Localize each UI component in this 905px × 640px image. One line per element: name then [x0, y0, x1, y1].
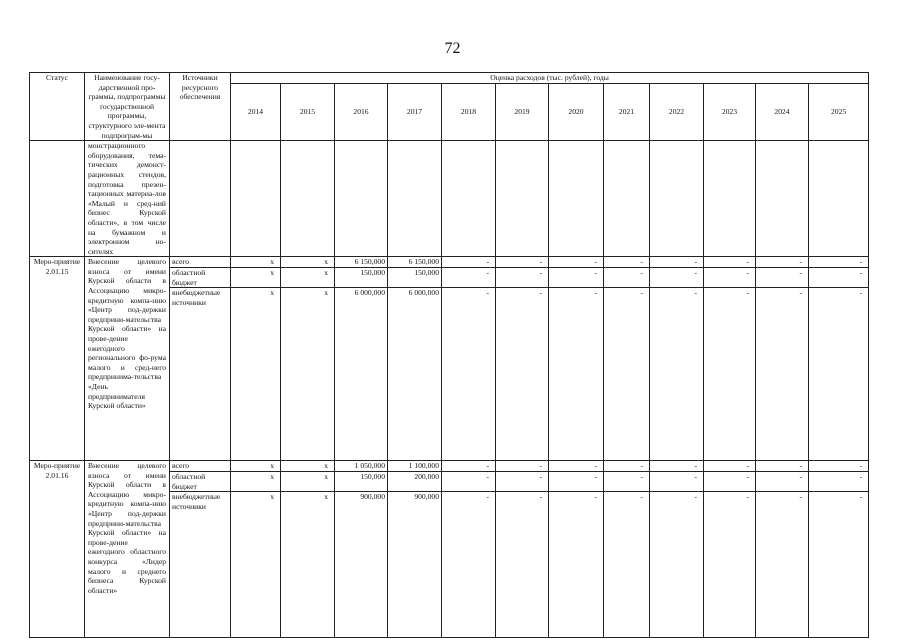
header-sources: Источники ресурсного обеспечения: [170, 73, 231, 141]
value-cell: -: [442, 268, 496, 288]
measure-name: Внесение целевого взноса от имени Курской области в Ассоциацию микро-кредитную компа-нию «Центр под-держки предприни-мательства Курской области» на прове-дение ежегодного регионального фо-рума малого и сред-него предпринима-тельства «День предпринимателя Курской области»: [85, 257, 170, 461]
value-cell: -: [704, 257, 756, 268]
value-cell: x: [281, 461, 335, 472]
value-cell: -: [809, 472, 869, 492]
value-cell: -: [549, 288, 604, 461]
value-cell: -: [442, 257, 496, 268]
source-label: областной бюджет: [170, 268, 231, 288]
value-cell: -: [650, 257, 704, 268]
value-cell: -: [756, 492, 809, 638]
value-cell: -: [549, 492, 604, 638]
value-cell: -: [809, 288, 869, 461]
value-cell: -: [650, 472, 704, 492]
source-label: областной бюджет: [170, 472, 231, 492]
measure-status: Меро-приятие 2.01.16: [30, 461, 85, 638]
value-cell: x: [281, 492, 335, 638]
value-cell: -: [704, 461, 756, 472]
value-cell: -: [442, 492, 496, 638]
year-2023: 2023: [704, 83, 756, 141]
header-name: Наименование госу-дарственной про-граммы, подпрограммы государственной программы, структурного эле-мента подпрограм-мы: [85, 73, 170, 141]
value-cell: 6 150,000: [388, 257, 442, 268]
value-cell: -: [756, 288, 809, 461]
source-label: всего: [170, 461, 231, 472]
value-cell: -: [604, 288, 650, 461]
value-cell: -: [549, 268, 604, 288]
value-cell: x: [231, 257, 281, 268]
value-cell: x: [281, 257, 335, 268]
header-costs: Оценка расходов (тыс. рублей), годы: [231, 73, 869, 84]
year-2021: 2021: [604, 83, 650, 141]
continuation-row: [30, 141, 869, 257]
value-cell: -: [442, 461, 496, 472]
value-cell: -: [442, 288, 496, 461]
source-label: всего: [170, 257, 231, 268]
value-cell: 150,000: [335, 472, 388, 492]
value-cell: -: [756, 268, 809, 288]
value-cell: -: [650, 492, 704, 638]
year-2025: 2025: [809, 83, 869, 141]
year-2015: 2015: [281, 83, 335, 141]
year-2019: 2019: [496, 83, 549, 141]
page-number: 72: [444, 40, 461, 57]
value-cell: -: [650, 461, 704, 472]
table-row: [30, 461, 869, 472]
value-cell: -: [650, 288, 704, 461]
source-label: внебюджетные источники: [170, 492, 231, 638]
year-2018: 2018: [442, 83, 496, 141]
value-cell: x: [231, 472, 281, 492]
value-cell: -: [549, 461, 604, 472]
value-cell: 6 000,000: [388, 288, 442, 461]
measure-status: Меро-приятие 2.01.15: [30, 257, 85, 461]
value-cell: x: [231, 461, 281, 472]
year-2014: 2014: [231, 83, 281, 141]
value-cell: -: [809, 492, 869, 638]
continuation-status: [30, 141, 85, 257]
value-cell: 6 150,000: [335, 257, 388, 268]
value-cell: -: [496, 472, 549, 492]
year-2017: 2017: [388, 83, 442, 141]
value-cell: -: [809, 257, 869, 268]
value-cell: -: [756, 257, 809, 268]
value-cell: 200,000: [388, 472, 442, 492]
value-cell: -: [704, 472, 756, 492]
year-2016: 2016: [335, 83, 388, 141]
value-cell: -: [704, 492, 756, 638]
value-cell: 900,000: [335, 492, 388, 638]
value-cell: -: [496, 257, 549, 268]
header-row: [30, 73, 869, 84]
value-cell: -: [496, 268, 549, 288]
value-cell: -: [496, 461, 549, 472]
value-cell: -: [604, 268, 650, 288]
value-cell: -: [604, 472, 650, 492]
header-status: Статус: [30, 73, 85, 141]
source-label: внебюджетные источники: [170, 288, 231, 461]
value-cell: -: [756, 461, 809, 472]
year-2020: 2020: [549, 83, 604, 141]
year-2024: 2024: [756, 83, 809, 141]
value-cell: 150,000: [335, 268, 388, 288]
value-cell: x: [281, 268, 335, 288]
value-cell: 900,000: [388, 492, 442, 638]
table-row: [30, 257, 869, 268]
value-cell: -: [604, 492, 650, 638]
value-cell: x: [231, 268, 281, 288]
value-cell: -: [756, 472, 809, 492]
value-cell: -: [809, 268, 869, 288]
value-cell: -: [809, 461, 869, 472]
budget-table: [29, 72, 869, 638]
value-cell: -: [604, 257, 650, 268]
continuation-source: [170, 141, 231, 257]
value-cell: x: [281, 288, 335, 461]
value-cell: -: [442, 472, 496, 492]
measure-name: Внесение целевого взноса от имени Курской области в Ассоциацию микро-кредитную компа-нию «Центр под-держки предприни-мательства Курской области» на прове-дение ежегодного областного конкурса «Лидер малого и среднего бизнеса Курской области»: [85, 461, 170, 638]
value-cell: 6 000,000: [335, 288, 388, 461]
value-cell: -: [604, 461, 650, 472]
value-cell: -: [549, 472, 604, 492]
value-cell: x: [231, 288, 281, 461]
year-2022: 2022: [650, 83, 704, 141]
value-cell: x: [231, 492, 281, 638]
value-cell: -: [549, 257, 604, 268]
continuation-name: монстрационного оборудования, тема-тических демонст-рационных стендов, подготовка презен-тационных материа-лов «Малый и сред-ний бизнес Курской области», в том числе на бумажном и электронном но-сителях: [85, 141, 170, 257]
value-cell: 1 100,000: [388, 461, 442, 472]
value-cell: -: [704, 268, 756, 288]
value-cell: -: [496, 288, 549, 461]
value-cell: x: [281, 472, 335, 492]
value-cell: 150,000: [388, 268, 442, 288]
value-cell: -: [650, 268, 704, 288]
value-cell: -: [496, 492, 549, 638]
value-cell: 1 050,000: [335, 461, 388, 472]
value-cell: -: [704, 288, 756, 461]
